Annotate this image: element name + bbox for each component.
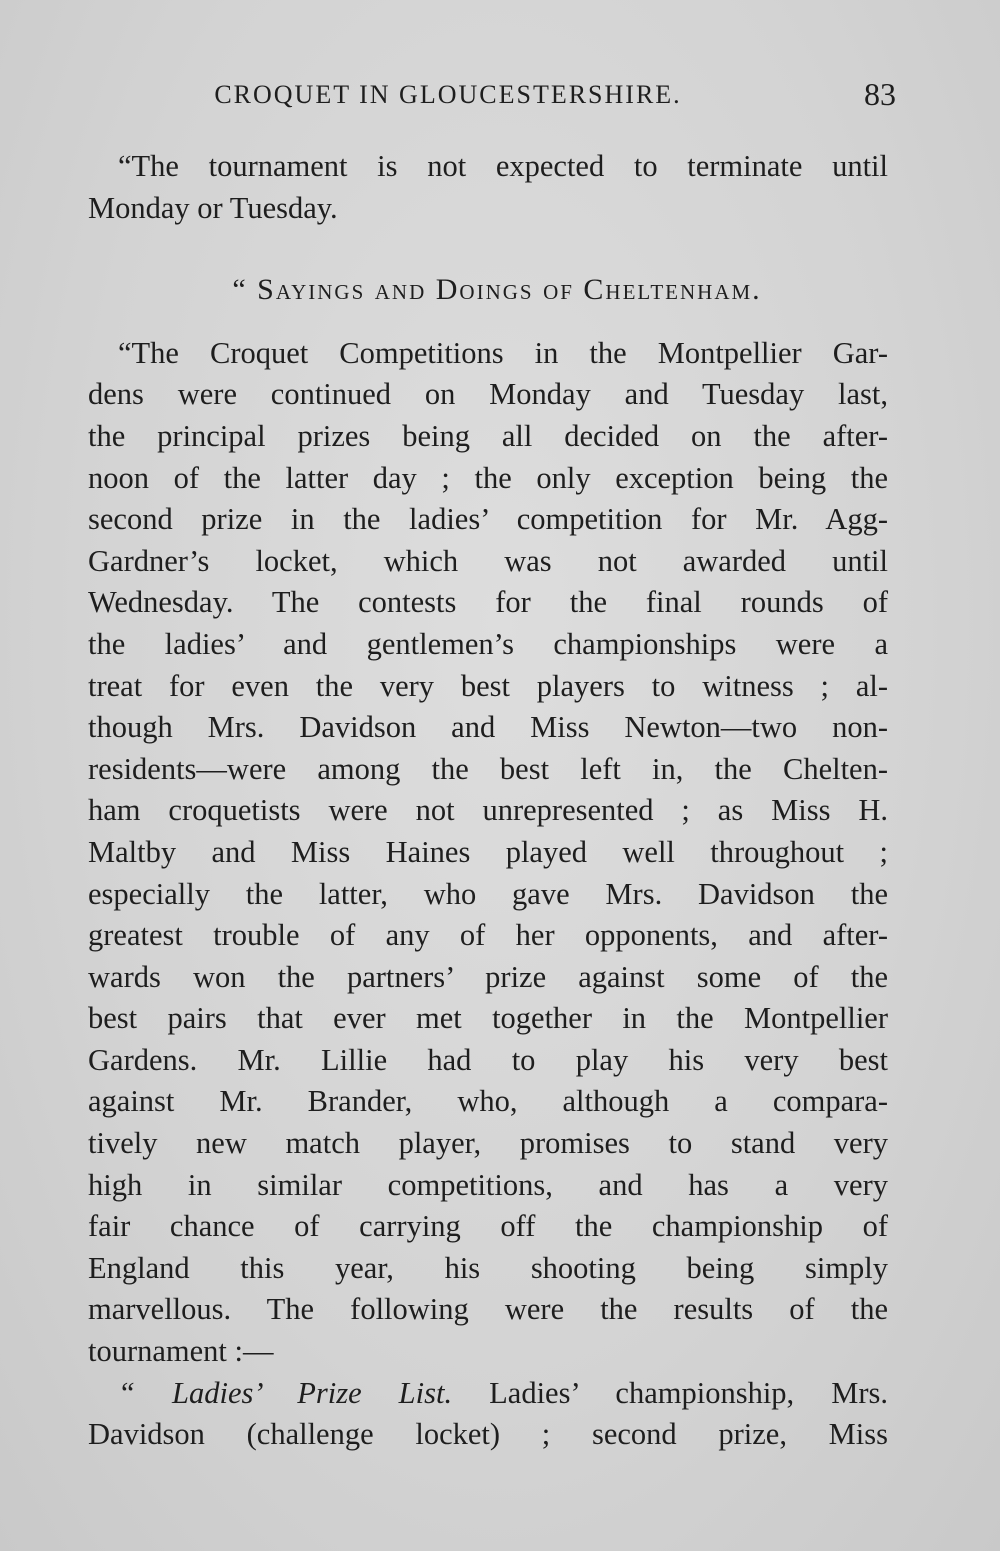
page-number: 83 bbox=[864, 76, 896, 112]
text-line: noon of the latter day ; the only exception being the bbox=[88, 460, 888, 495]
text-line: Monday or Tuesday. bbox=[88, 190, 338, 225]
text-line: especially the latter, who gave Mrs. Davidson the bbox=[88, 876, 888, 911]
text-line: though Mrs. Davidson and Miss Newton—two non- bbox=[88, 710, 888, 745]
page-text bbox=[88, 146, 888, 1456]
text-line: against Mr. Brander, who, although a compara- bbox=[88, 1084, 888, 1119]
text-line: second prize in the ladies’ competition for Mr. Agg- bbox=[88, 502, 888, 537]
text-line: ham croquetists were not unrepresented ; as Miss H. bbox=[88, 793, 888, 828]
text-line: best pairs that ever met together in the Montpellier bbox=[88, 1001, 888, 1036]
text-line: dens were continued on Monday and Tuesday last, bbox=[88, 377, 888, 412]
prize-list-line bbox=[88, 1373, 888, 1415]
text-line: “The tournament is not expected to terminate until bbox=[118, 149, 888, 183]
section-heading: “ Sayings and Doings of Cheltenham. bbox=[232, 273, 762, 307]
text-line: England this year, his shooting being simply bbox=[88, 1250, 888, 1285]
text-line: the ladies’ and gentlemen’s championships were a bbox=[88, 626, 888, 661]
text-line: high in similar competitions, and has a very bbox=[88, 1167, 888, 1202]
running-head bbox=[88, 76, 896, 116]
text-line: tively new match player, promises to stand very bbox=[88, 1126, 888, 1161]
text-line: Wednesday. The contests for the final rounds of bbox=[88, 585, 888, 620]
running-title: CROQUET IN GLOUCESTERSHIRE. bbox=[214, 80, 682, 109]
text-line: Gardens. Mr. Lillie had to play his very best bbox=[88, 1042, 888, 1077]
text-line: “The Croquet Competitions in the Montpellier Gar- bbox=[118, 335, 888, 370]
text-line: residents—were among the best left in, the Chelten- bbox=[88, 751, 888, 786]
text-line: greatest trouble of any of her opponents, and after- bbox=[88, 918, 888, 953]
text-line: fair chance of carrying off the championship of bbox=[88, 1209, 888, 1244]
text-line: treat for even the very best players to witness ; al- bbox=[88, 668, 888, 703]
text-line: the principal prizes being all decided on the after- bbox=[88, 418, 888, 453]
text-line: tournament :— bbox=[88, 1334, 274, 1369]
prize-list-text: Ladies’ championship, Mrs. bbox=[452, 1375, 889, 1410]
text-line: Gardner’s locket, which was not awarded until bbox=[88, 543, 888, 578]
text-line: marvellous. The following were the results of the bbox=[88, 1292, 888, 1327]
text-line: Maltby and Miss Haines played well throughout ; bbox=[88, 834, 888, 869]
text-line: Davidson (challenge locket) ; second prize, Miss bbox=[88, 1417, 888, 1452]
text-line: wards won the partners’ prize against some of the bbox=[88, 959, 888, 994]
prize-list-heading: “ Ladies’ Prize List. bbox=[118, 1375, 453, 1410]
